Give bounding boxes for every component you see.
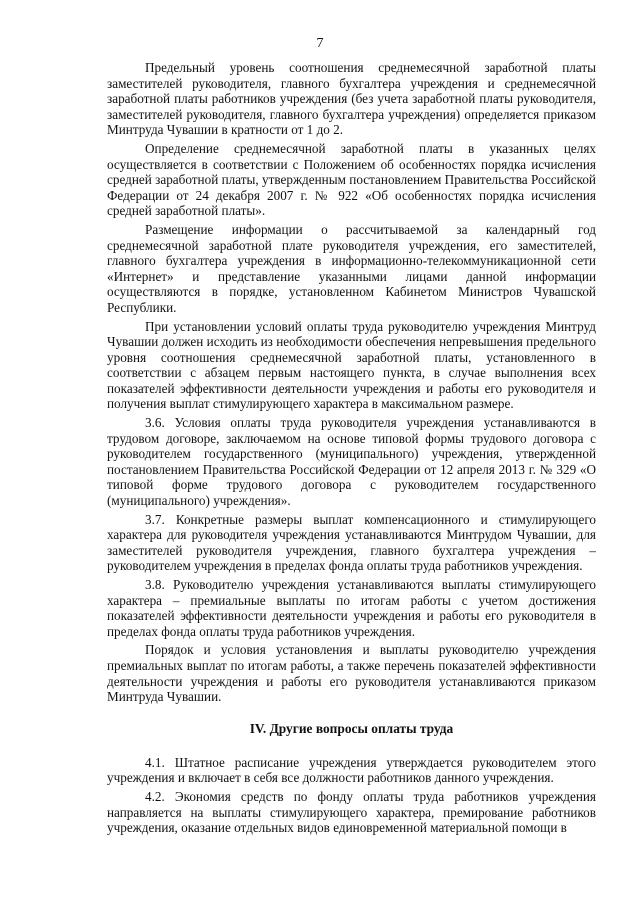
document-body <box>107 60 596 839</box>
paragraph: Порядок и условия установления и выплаты руководителю учреждения премиальных выплат по итогам работы, а также перечень показателей эффективности деятельности учреждения и работы его руководителя устанавливаются приказом Минтруда Чувашии. <box>107 642 596 705</box>
page-number: 7 <box>316 36 324 51</box>
paragraph-clause-3-8: 3.8. Руководителю учреждения устанавливаются выплаты стимулирующего характера – премиальные выплаты по итогам работы с учетом достижения показателей эффективности деятельности учреждения и работы его руководителя в пределах фонда оплаты труда работников учреждения. <box>107 577 596 639</box>
paragraph-clause-3-6: 3.6. Условия оплаты труда руководителя учреждения устанавливаются в трудовом договоре, заключаемом на основе типовой формы трудового договора с руководителем государственного (муниципального) учреждения, утвержденной постановлением Правительства Российской Федерации от 12 апреля 2013 г. № 329 «О типовой форме трудового договора с руководителем государственного (муниципального) учреждения». <box>107 415 596 509</box>
section-heading: IV. Другие вопросы оплаты труда <box>249 720 454 736</box>
paragraph-clause-4-2: 4.2. Экономия средств по фонду оплаты труда работников учреждения направляется на выплаты стимулирующего характера, премирование работников учреждения, оказание отдельных видов единовременной материальной помощи в <box>107 788 596 836</box>
paragraph-clause-4-1: 4.1. Штатное расписание учреждения утверждается руководителем этого учреждения и включает в себя все должности работников данного учреждения. <box>107 754 596 786</box>
paragraph: Определение среднемесячной заработной платы в указанных целях осуществляется в соответствии с Положением об особенностях порядка исчисления средней заработной платы, утвержденным постановлением Правительства Российской Федерации от 24 декабря 2007 г. № 922 «Об особенностях порядка исчисления средней заработной платы». <box>107 140 596 219</box>
paragraph: Предельный уровень соотношения среднемесячной заработной платы заместителей руководителя, главного бухгалтера учреждения и среднемесячной заработной платы работников учреждения (без учета заработной платы руководителя, заместителей руководителя, главного бухгалтера учреждения) определяется приказом Минтруда Чувашии в кратности от 1 до 2. <box>107 60 596 138</box>
paragraph: При установлении условий оплаты труда руководителю учреждения Минтруд Чувашии должен исходить из необходимости обеспечения непревышения предельного уровня соотношения среднемесячной заработной платы, установленного в соответствии с абзацем первым настоящего пункта, в случае выполнения всех показателей эффективности деятельности учреждения и работы его руководителя и получения выплат стимулирующего характера в максимальном размере. <box>107 318 596 412</box>
paragraph-clause-3-7: 3.7. Конкретные размеры выплат компенсационного и стимулирующего характера для руководителя учреждения устанавливаются Минтрудом Чувашии, для заместителей руководителя учреждения, главного бухгалтера учреждения – руководителем учреждения в пределах фонда оплаты труда работников учреждения. <box>107 511 596 574</box>
paragraph: Размещение информации о рассчитываемой за календарный год среднемесячной заработной плате руководителя учреждения, его заместителей, главного бухгалтера учреждения в информационно-телекоммуникационной сети «Интернет» и представление указанными лицами данной информации осуществляются в порядке, установленном Кабинетом Министров Чувашской Республики. <box>107 221 596 315</box>
